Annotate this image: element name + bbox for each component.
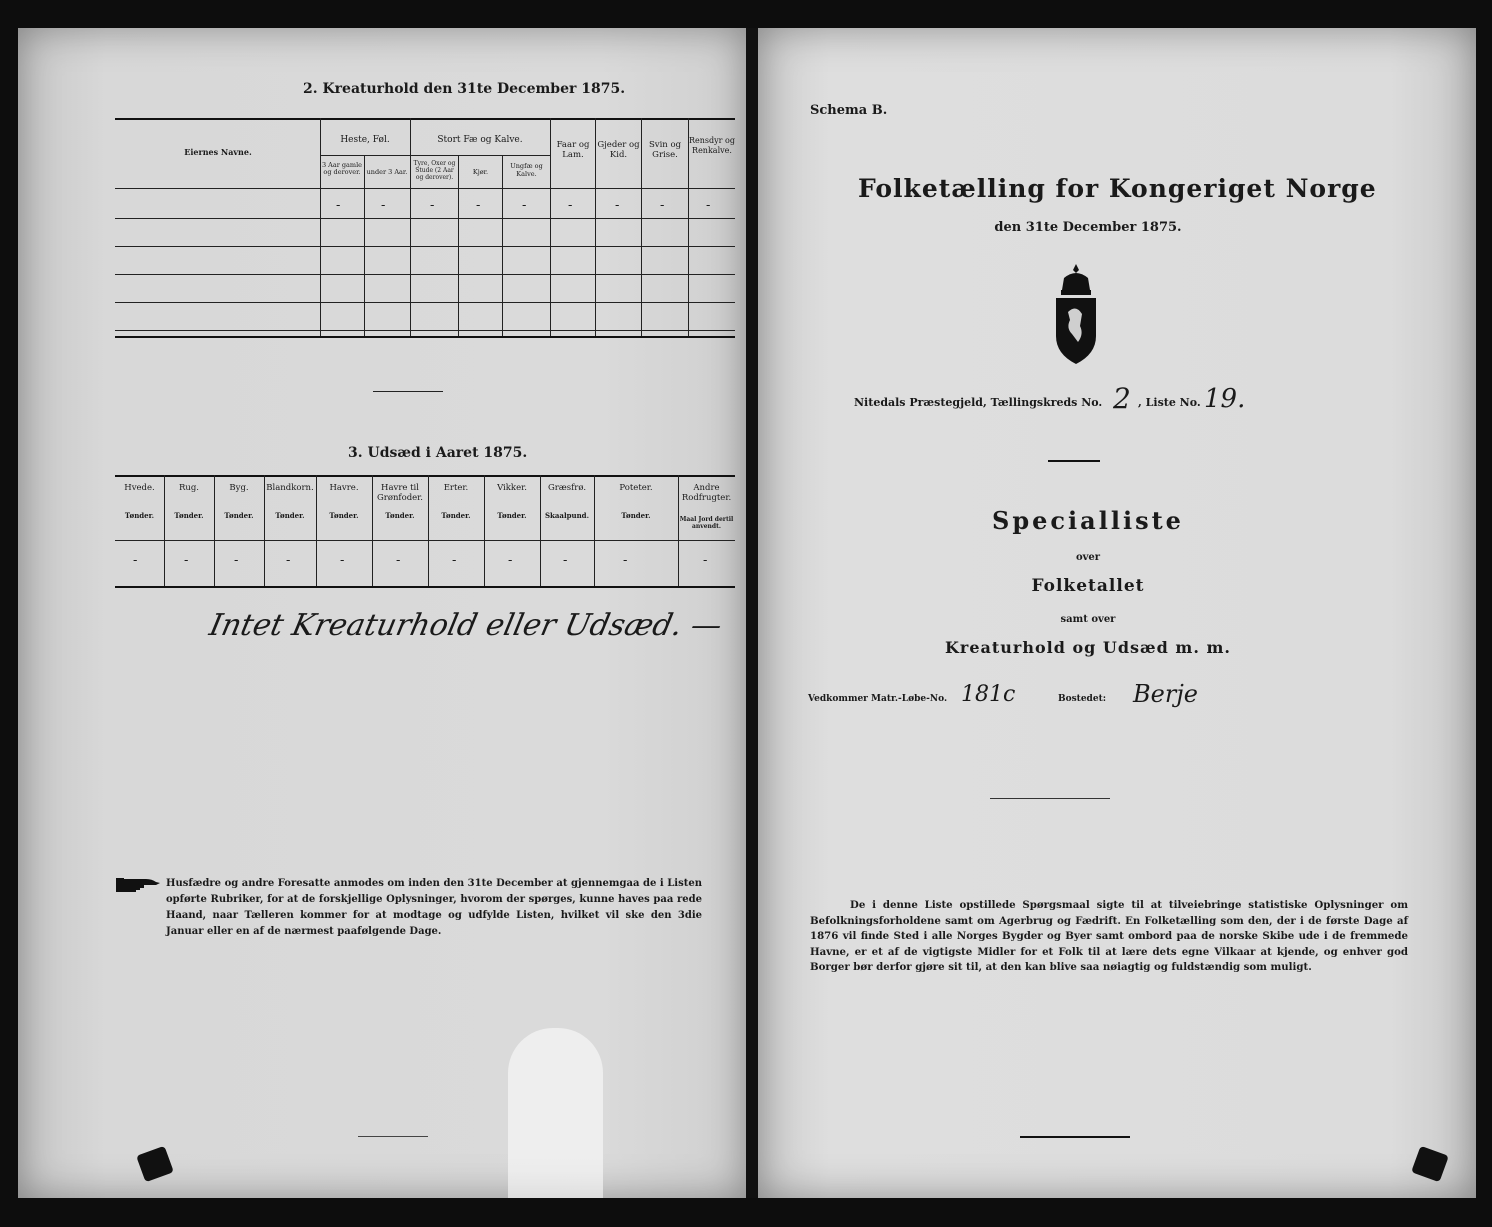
handwritten-note: Intet Kreaturhold eller Udsæd. — xyxy=(206,608,726,643)
livestock-mark: - xyxy=(568,198,573,213)
livestock-mark: - xyxy=(336,198,341,213)
rensdyr-header: Rensdyr og Renkalve. xyxy=(689,136,735,155)
section2-title: 2. Kreaturhold den 31te December 1875. xyxy=(303,81,626,97)
sowing-col-unit: Tønder. xyxy=(497,511,527,520)
livestock-col-divider xyxy=(458,155,459,336)
samt-over-label: samt over xyxy=(1060,614,1116,625)
sowing-mark: - xyxy=(396,553,401,568)
book-gutter xyxy=(746,28,758,1198)
bostedet-value: Berje xyxy=(1133,680,1198,708)
storfe-group-rule xyxy=(410,155,550,156)
storfe-group-header: Stort Fæ og Kalve. xyxy=(437,135,523,145)
livestock-col-divider xyxy=(364,155,365,336)
livestock-row-line xyxy=(115,330,735,331)
sowing-mark: - xyxy=(452,553,457,568)
sowing-mark: - xyxy=(703,553,708,568)
livestock-mark: - xyxy=(706,198,711,213)
heste-a-header: 3 Aar gamle og derover. xyxy=(321,161,363,176)
sowing-col-unit: Tønder. xyxy=(621,511,651,520)
sowing-col-name: Byg. xyxy=(229,483,249,493)
livestock-top-rule xyxy=(115,118,735,120)
livestock-row-line xyxy=(115,274,735,275)
liste-label: , Liste No. xyxy=(1138,396,1201,409)
notice-paragraph: Husfædre og andre Foresatte anmodes om inden den 31te December at gjennemgaa de i Listen opførte Rubriker, for at de forskjellige Oplysninger, hvorom der spørges, kunne haves paa rede Haand, naar Tælleren kommer for at modtage og udfylde Listen, hvilket vil ske den 3die Januar eller en af de nærmest paafølgende Dage. xyxy=(166,878,702,937)
district-number: 2 xyxy=(1113,382,1131,415)
right-page xyxy=(758,28,1476,1198)
sowing-mark: - xyxy=(286,553,291,568)
specialliste-title: Specialliste xyxy=(992,506,1184,535)
livestock-row-line xyxy=(115,246,735,247)
livestock-mark: - xyxy=(660,198,665,213)
bostedet-label: Bostedet: xyxy=(1058,694,1107,704)
livestock-row-line xyxy=(115,302,735,303)
sowing-col-name: Græsfrø. xyxy=(547,483,587,493)
pointing-hand-icon xyxy=(116,876,160,894)
livestock-col-divider xyxy=(410,118,411,336)
livestock-mark: - xyxy=(430,198,435,213)
sowing-col-unit: Tønder. xyxy=(124,511,155,520)
owner-header: Eiernes Navne. xyxy=(184,147,252,157)
livestock-row-line xyxy=(115,218,735,219)
sowing-col-name: Vikker. xyxy=(497,483,527,493)
faar-header: Faar og Lam. xyxy=(556,140,590,160)
schema-label: Schema B. xyxy=(810,103,888,118)
sowing-col-unit: Tønder. xyxy=(329,511,359,520)
section-divider xyxy=(373,391,443,392)
dotted-rule xyxy=(358,1136,428,1137)
livestock-mark: - xyxy=(381,198,386,213)
sowing-col-unit: Tønder. xyxy=(441,511,471,520)
sowing-col-name: Poteter. xyxy=(619,483,653,493)
livestock-mark: - xyxy=(522,198,527,213)
liste-number: 19. xyxy=(1204,384,1246,414)
sowing-mark: - xyxy=(340,553,345,568)
divider-rule xyxy=(990,798,1110,799)
paper-tape xyxy=(508,1028,603,1198)
livestock-col-divider xyxy=(320,118,321,336)
document-date: den 31te December 1875. xyxy=(994,220,1182,235)
kreaturhold-title: Kreaturhold og Udsæd m. m. xyxy=(945,638,1231,657)
sowing-mark: - xyxy=(508,553,513,568)
section3-title: 3. Udsæd i Aaret 1875. xyxy=(348,445,528,461)
storfe-a-header: Tyre, Oxer og Stude (2 Aar og derover). xyxy=(413,160,456,181)
sowing-mark: - xyxy=(184,553,189,568)
sowing-col-unit: Tønder. xyxy=(275,511,305,520)
sowing-col-unit: Tønder. xyxy=(174,511,204,520)
closing-rule xyxy=(1020,1136,1130,1138)
divider-rule xyxy=(1048,460,1100,462)
sowing-col-name: Blandkorn. xyxy=(266,483,314,493)
sowing-col-name: Havre. xyxy=(329,483,359,493)
heste-b-header: under 3 Aar. xyxy=(366,168,408,176)
sowing-mark: - xyxy=(234,553,239,568)
coat-of-arms-icon xyxy=(1048,264,1104,364)
storfe-c-header: Ungfæ og Kalve. xyxy=(510,162,543,178)
sowing-col-unit: Tønder. xyxy=(385,511,415,520)
district-label: Nitedals Præstegjeld, Tællingskreds No. xyxy=(854,396,1103,409)
sowing-col-name: Hvede. xyxy=(124,483,155,493)
sowing-col-name: Erter. xyxy=(443,483,469,493)
sowing-top-rule xyxy=(115,475,735,477)
sowing-col-unit: Maal Jord dertil anvendt. xyxy=(679,516,734,530)
livestock-mark: - xyxy=(615,198,620,213)
livestock-mark: - xyxy=(476,198,481,213)
document-title: Folketælling for Kongeriget Norge xyxy=(858,174,1377,203)
heste-group-header: Heste, Føl. xyxy=(340,135,390,145)
heste-group-rule xyxy=(320,155,410,156)
matr-value: 181c xyxy=(961,682,1016,707)
sowing-mark: - xyxy=(133,553,138,568)
sowing-col-name: Andre Rodfrugter. xyxy=(681,483,732,503)
sowing-col-name: Rug. xyxy=(178,483,200,493)
folketallet-title: Folketallet xyxy=(1031,576,1145,596)
svin-header: Svin og Grise. xyxy=(648,140,682,160)
livestock-header-rule xyxy=(115,188,735,189)
sowing-col-unit: Skaalpund. xyxy=(544,511,590,520)
sowing-col-unit: Tønder. xyxy=(224,511,254,520)
left-page xyxy=(18,28,746,1198)
intro-paragraph: De i denne Liste opstillede Spørgsmaal sigte til at tilveiebringe statistiske Oplysninger om Befolkningsforholdene samt om Agerbrug og Fædrift. En Folketælling som den, der i de første Dage af 1876 vil finde Sted i alle Norges Bygder og Byer samt ombord paa de norske Skibe ude i de fremmede Havne, er et af de vigtigste Midler for et Folk til at lære dets egne Vilkaar at kjende, og enhver god Borger bør derfor gjøre sit til, at den kan blive saa nøiagtig og fuldstændig som muligt. xyxy=(810,899,1408,973)
over-label: over xyxy=(1075,552,1101,563)
sowing-col-name: Havre til Grønfoder. xyxy=(376,483,423,503)
storfe-b-header: Kjør. xyxy=(472,168,489,176)
gjeder-header: Gjeder og Kid. xyxy=(597,140,640,160)
sowing-mark: - xyxy=(623,553,628,568)
livestock-col-divider xyxy=(502,155,503,336)
matr-label: Vedkommer Matr.-Løbe-No. xyxy=(808,694,948,704)
sowing-mark: - xyxy=(563,553,568,568)
livestock-bottom-rule xyxy=(115,336,735,338)
sowing-bottom-rule xyxy=(115,586,735,588)
sowing-header-rule xyxy=(115,540,735,541)
